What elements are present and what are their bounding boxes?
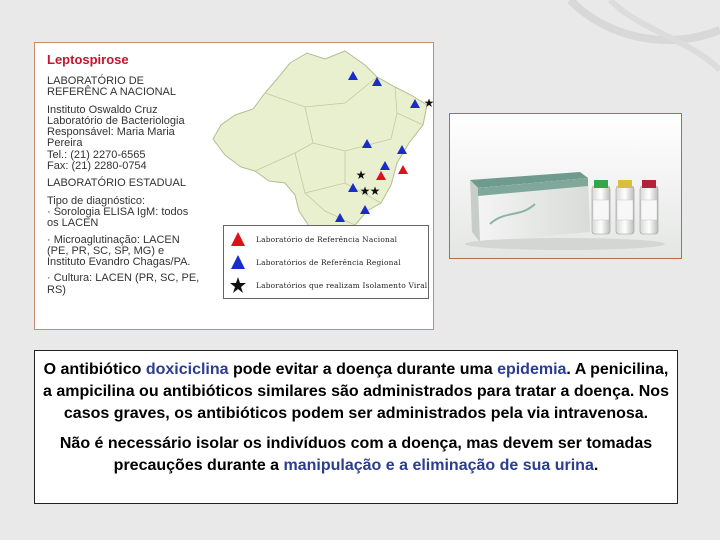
treatment-paragraph: O antibiótico doxiciclina pode evitar a doença durante uma epidemia. A penicilina, a ampicilina ou antibióticos similares são administrados para tratar a doença. Nos casos graves, os antibióticos podem ser administrados pela via intravenosa. [43,361,669,422]
legend-label: Laboratório de Referência Nacional [256,234,398,244]
handling-disposal-highlight: manipulação e a eliminação de sua urina [283,457,594,474]
background-decoration [550,0,720,110]
black-star-marker: ★ [355,168,367,182]
info-national-lab-heading: LABORATÓRIO DE REFERÊNC A NACIONAL [47,75,176,99]
legend-label: Laboratórios de Referência Regional [256,257,401,267]
info-diagnosis-elisa: Tipo de diagnóstico: · Sorologia ELISA IgM: todos os LACEN [47,194,189,230]
black-star-icon [230,277,246,293]
vial-yellow [616,180,634,234]
map-card [34,42,434,330]
vial-green [592,180,610,234]
map-title: Leptospirose [47,52,129,67]
info-state-lab-heading: LABORATÓRIO ESTADUAL [47,177,186,190]
vial-red [640,180,658,234]
black-star-marker: ★ [359,184,371,198]
epidemic-link: epidemia [497,361,567,378]
legend-row-viral [230,276,427,294]
info-diagnosis-culture: · Cultura: LACEN (PR, SC, PE, RS) [47,272,200,296]
legend-row-national [230,230,397,248]
doxycycline-link: doxiciclina [145,361,229,378]
vaccine-box-and-vials-image [450,114,681,258]
black-star-marker: ★ [369,184,381,198]
map-legend [223,225,429,299]
legend-row-regional [230,253,401,271]
info-national-lab-details: Instituto Oswaldo Cruz Laboratório de Bacteriologia Responsável: Maria Maria Pereira Tel.: (21) 2270-6565 Fax: (21) 2280-0754 [47,103,185,173]
treatment-text-box [34,350,678,504]
black-star-marker: ★ [423,96,435,110]
info-diagnosis-microagglutination: · Microaglutinação: LACEN (PE, PR, SC, SP, MG) e Instituto Evandro Chagas/PA. [47,233,191,269]
red-triangle-icon [230,231,246,247]
legend-label: Laboratórios que realizam Isolamento Viral [256,280,428,290]
precaution-paragraph: Não é necessário isolar os indivíduos com a doença, mas devem ser tomadas precauções durante a manipulação e a eliminação de sua urina. [59,435,653,474]
vaccine-photo [449,113,682,259]
lab-info [47,76,219,302]
red-triangle-marker [398,165,408,174]
blue-triangle-icon [230,254,246,270]
